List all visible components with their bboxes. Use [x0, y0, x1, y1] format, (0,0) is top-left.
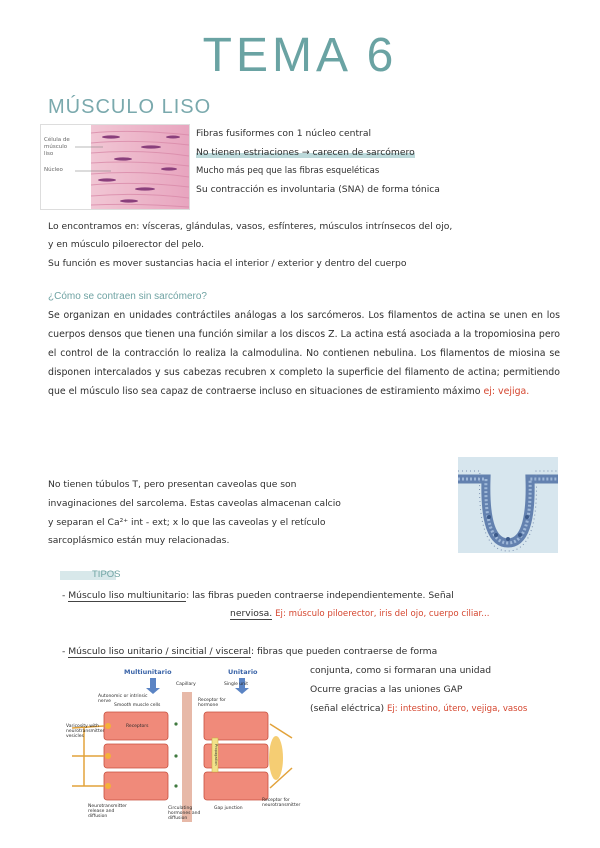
uni-desc-last: (señal eléctrica) — [310, 703, 385, 714]
tipos-heading: TIPOS — [92, 569, 121, 580]
uni-line-1: - Músculo liso unitario / sincitial / visceral: fibras que pueden contraerse de forma — [62, 646, 438, 657]
caveolas-line-4: sarcoplásmico están muy relacionadas. — [48, 535, 230, 546]
feature-1: Fibras fusiformes con 1 núcleo central — [196, 128, 372, 139]
contraction-example: ej: vejiga. — [483, 386, 530, 397]
label-nucleus: Núcleo — [44, 167, 63, 173]
location-line-3: Su función es mover sustancias hacia el interior / exterior y dentro del cuerpo — [48, 258, 407, 269]
diagram-head-multi: Multiunitario — [124, 668, 172, 676]
label-propagation: Propagation — [214, 744, 218, 766]
label-cell: Célula de músculo liso — [44, 137, 70, 157]
uni-desc-1: : fibras que pueden contraerse de forma — [251, 646, 438, 657]
multi-desc-1: : las fibras pueden contraerse independientemente. Señal — [186, 590, 454, 601]
multi-desc-2: nerviosa. — [230, 608, 273, 619]
location-line-2: y en músculo piloerector del pelo. — [48, 239, 205, 250]
feature-2 — [196, 146, 415, 159]
multi-line-1: - Músculo liso multiunitario: las fibras pueden contraerse independientemente. Señal — [62, 590, 454, 601]
smooth-muscle-diagram — [64, 668, 300, 824]
uni-example: Ej: intestino, útero, vejiga, vasos — [386, 704, 528, 714]
caveola-image — [458, 457, 558, 553]
uni-line-4 — [310, 702, 527, 716]
caveolas-line-2: invaginaciones del sarcolema. Estas caveolas almacenan calcio — [48, 498, 341, 509]
uni-name: Músculo liso unitario / sincitial / visceral — [68, 646, 251, 657]
diagram-head-uni: Unitario — [228, 668, 258, 676]
label-receptors: Receptors — [126, 724, 149, 729]
feature-4: Su contracción es involuntaria (SNA) de forma tónica — [196, 184, 440, 195]
label-circulating: Circulating hormones and diffusion — [168, 806, 201, 821]
contraction-text: Se organizan en unidades contráctiles análogas a los sarcómeros. Los filamentos de actina se unen en los cuerpos densos que tienen una función similar a los discos Z. La actina está asociada a la tropomiosina pero el control de la contracción lo realiza la calmodulina. No contienen nebulina. Los filamentos de miosina se disponen intercalados y sus cabezas recubren x completo la superficie del filamento de actina; permitiendo que el músculo liso sea capaz de contraerse incluso en situaciones de estiramiento máximo — [48, 310, 560, 397]
label-gap: Gap junction — [214, 806, 243, 811]
multi-example: Ej: músculo piloerector, iris del ojo, cuerpo ciliar... — [275, 609, 490, 619]
caveolas-line-3: y separan el Ca²⁺ int - ext; x lo que las caveolas y el retículo — [48, 517, 326, 528]
label-release: Neurotransmitter release and diffusion — [88, 804, 127, 819]
label-varicosity: Varicosity with neurotransmitter vesicles — [66, 724, 105, 739]
label-single: Single unit — [224, 682, 248, 687]
label-capillary: Capillary — [176, 682, 196, 687]
contraction-paragraph — [48, 306, 560, 401]
histology-figure — [40, 124, 190, 210]
caveolas-line-1: No tienen túbulos T, pero presentan caveolas que son — [48, 479, 297, 490]
location-line-1: Lo encontramos en: vísceras, glándulas, vasos, esfínteres, músculos intrínsecos del ojo, — [48, 221, 453, 232]
label-receptor-hormone: Receptor for hormone — [198, 698, 226, 708]
section-title: MÚSCULO LISO — [48, 96, 212, 118]
uni-line-2: conjunta, como si formaran una unidad — [310, 665, 492, 676]
page-title: TEMA 6 — [202, 29, 398, 82]
caveola-figure — [458, 457, 558, 553]
label-autonomic: Autonomic or intrinsic nerve — [98, 694, 148, 704]
multi-name: Músculo liso multiunitario — [68, 590, 187, 601]
question-heading: ¿Cómo se contraen sin sarcómero? — [48, 291, 207, 302]
feature-3: Mucho más peq que las fibras esqueléticas — [196, 166, 380, 176]
multi-line-2 — [230, 607, 489, 621]
feature-2-text: No tienen estriaciones → carecen de sarcómero — [196, 147, 415, 158]
label-smooth: Smooth muscle cells — [114, 703, 161, 708]
uni-line-3: Ocurre gracias a las uniones GAP — [310, 684, 463, 695]
label-receptor-nt: Receptor for neurotransmitter — [262, 798, 301, 808]
